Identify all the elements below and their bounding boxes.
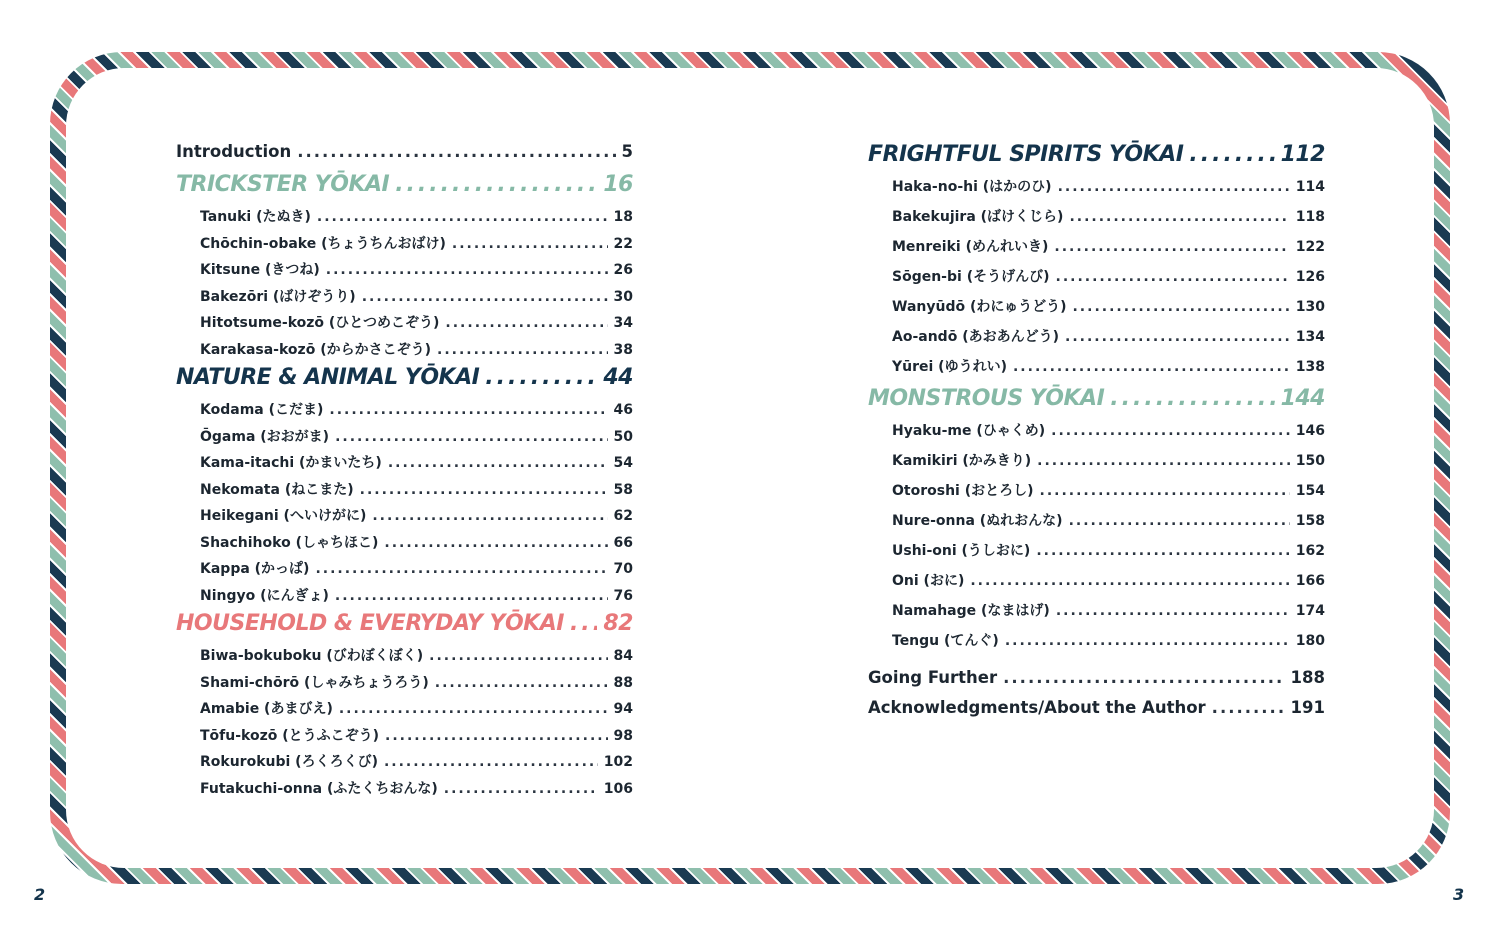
toc-entry-acknowledgments[interactable] (868, 698, 1325, 728)
toc-entry-label: Ningyo (にんぎょ) (200, 587, 329, 604)
toc-entry-label: Nekomata (ねこまた) (200, 481, 354, 498)
toc-entry-label: Tōfu-kozō (とうふこぞう) (200, 727, 380, 744)
toc-entry-page: 26 (613, 262, 633, 278)
toc-entry[interactable] (868, 450, 1325, 480)
toc-entry-label: Oni (おに) (892, 573, 965, 589)
dot-leader (1189, 142, 1274, 167)
toc-entry[interactable] (868, 510, 1325, 540)
toc-entry-page: 38 (613, 341, 633, 358)
toc-entry-page: 114 (1295, 179, 1325, 195)
toc-entry-label: Menreiki (めんれいき) (892, 239, 1049, 255)
toc-entry-page: 138 (1295, 359, 1325, 375)
toc-entry-page: 174 (1295, 603, 1325, 619)
dot-leader (435, 675, 608, 691)
dot-leader (570, 611, 597, 636)
toc-entry-going-further[interactable] (868, 668, 1325, 698)
dot-leader (1051, 423, 1290, 439)
toc-entry[interactable] (176, 452, 633, 479)
toc-entry[interactable] (176, 286, 633, 313)
toc-entry-page: 118 (1295, 209, 1325, 225)
dot-leader (362, 289, 608, 305)
section-page: 144 (1280, 386, 1325, 411)
toc-entry-page: 180 (1295, 633, 1325, 649)
toc-entry-page: 34 (613, 315, 633, 331)
toc-section-nature-animal[interactable] (176, 365, 633, 399)
dot-leader (335, 429, 607, 445)
toc-entry[interactable] (868, 630, 1325, 660)
toc-entry-page: 30 (613, 288, 633, 305)
toc-entry-page: 18 (613, 209, 633, 225)
toc-entry[interactable] (176, 778, 633, 805)
toc-entry-label: Going Further (868, 668, 998, 687)
toc-entry-page: 146 (1295, 423, 1325, 439)
dot-leader (1065, 329, 1290, 345)
toc-entry-label: Haka-no-hi (はかのひ) (892, 179, 1052, 195)
toc-entry-label: Kitsune (きつね) (200, 262, 320, 278)
toc-entry-page: 150 (1295, 453, 1325, 469)
dot-leader (372, 508, 607, 524)
dot-leader (1037, 453, 1290, 469)
dot-leader (388, 455, 608, 471)
toc-entry[interactable] (868, 540, 1325, 570)
toc-entry[interactable] (176, 751, 633, 778)
dot-leader (1110, 386, 1274, 411)
toc-entry-page: 76 (613, 587, 633, 604)
toc-entry-label: Kamikiri (かみきり) (892, 453, 1032, 469)
toc-entry-label: Shachihoko (しゃちほこ) (200, 534, 379, 551)
toc-entry[interactable] (176, 585, 633, 612)
dot-leader (395, 172, 597, 197)
toc-entry-page: 126 (1295, 269, 1325, 285)
toc-section-household-everyday[interactable] (176, 611, 633, 645)
toc-entry[interactable] (176, 645, 633, 672)
dot-leader (429, 648, 607, 664)
toc-entry-page: 22 (613, 235, 633, 252)
toc-entry[interactable] (176, 312, 633, 339)
toc-entry-label: Ushi-oni (うしおに) (892, 543, 1031, 559)
toc-entry[interactable] (176, 399, 633, 426)
toc-entry[interactable] (868, 236, 1325, 266)
toc-entry-label: Ōgama (おおがま) (200, 428, 330, 445)
section-page: 112 (1280, 142, 1325, 167)
toc-entry-label: Acknowledgments/About the Author (868, 698, 1206, 717)
dot-leader (339, 701, 608, 717)
toc-entry[interactable] (176, 479, 633, 506)
section-title: TRICKSTER YŌKAI (176, 172, 390, 197)
toc-entry-label: Chōchin-obake (ちょうちんおばけ) (200, 235, 446, 252)
dot-leader (970, 573, 1289, 589)
toc-entry[interactable] (868, 356, 1325, 386)
toc-entry-label: Otoroshi (おとろし) (892, 483, 1034, 499)
dot-leader (1212, 698, 1285, 717)
toc-entry-page: 84 (613, 648, 633, 664)
toc-entry-page: 88 (613, 674, 633, 691)
section-title: FRIGHTFUL SPIRITS YŌKAI (868, 142, 1184, 167)
toc-entry-label: Yūrei (ゆうれい) (892, 359, 1007, 375)
dot-leader (360, 482, 608, 498)
toc-entry[interactable] (868, 296, 1325, 326)
toc-entry-label: Introduction (176, 142, 292, 161)
toc-entry-label: Tanuki (たぬき) (200, 209, 311, 225)
toc-entry[interactable] (868, 570, 1325, 600)
dot-leader (445, 315, 607, 331)
dot-leader (1069, 209, 1289, 225)
toc-section-trickster[interactable] (176, 172, 633, 206)
toc-entry-page: 66 (613, 534, 633, 551)
toc-entry-page: 70 (613, 561, 633, 577)
dot-leader (317, 209, 608, 225)
toc-entry[interactable] (176, 558, 633, 585)
toc-entry-page: 158 (1295, 513, 1325, 529)
toc-entry-label: Kodama (こだま) (200, 402, 324, 418)
section-title: NATURE & ANIMAL YŌKAI (176, 365, 480, 390)
toc-entry-page: 50 (613, 428, 633, 445)
section-page: 44 (603, 365, 633, 390)
toc-entry[interactable] (868, 206, 1325, 236)
toc-entry-page: 94 (613, 701, 633, 717)
toc-entry[interactable] (176, 259, 633, 286)
toc-entry[interactable] (868, 420, 1325, 450)
dot-leader (326, 262, 608, 278)
dot-leader (1013, 359, 1290, 375)
dot-leader (1069, 513, 1290, 529)
dot-leader (444, 781, 598, 797)
toc-entry[interactable] (868, 266, 1325, 296)
dot-leader (329, 402, 607, 418)
toc-entry-page: 46 (613, 402, 633, 418)
toc-entry[interactable] (868, 600, 1325, 630)
toc-entry-label: Bakezōri (ばけぞうり) (200, 288, 356, 305)
toc-entry-page: 130 (1295, 299, 1325, 315)
section-title: HOUSEHOLD & EVERYDAY YŌKAI (176, 611, 564, 636)
toc-entry-label: Tengu (てんぐ) (892, 633, 999, 649)
toc-entry-label: Sōgen-bi (そうげんび) (892, 269, 1050, 285)
toc-entry[interactable] (176, 725, 633, 752)
toc-entry-page: 122 (1295, 239, 1325, 255)
page-number-right: 3 (1453, 885, 1465, 904)
dot-leader (1056, 603, 1290, 619)
dot-leader (385, 728, 607, 744)
toc-entry[interactable] (176, 698, 633, 725)
toc-entry-label: Amabie (あまびえ) (200, 701, 333, 717)
dot-leader (384, 754, 598, 770)
toc-entry-label: Biwa-bokuboku (びわぼくぼく) (200, 648, 424, 664)
section-page: 16 (603, 172, 633, 197)
toc-entry-page: 62 (613, 508, 633, 524)
toc-entry-label: Kama-itachi (かまいたち) (200, 455, 382, 471)
toc-entry-label: Futakuchi-onna (ふたくちおんな) (200, 780, 438, 797)
section-page: 82 (603, 611, 633, 636)
toc-entry-label: Hitotsume-kozō (ひとつめこぞう) (200, 315, 440, 331)
dot-leader (1058, 179, 1290, 195)
toc-right-column (868, 142, 1325, 728)
dot-leader (1056, 269, 1290, 285)
page-number-left: 2 (34, 885, 46, 904)
toc-left-column (176, 142, 633, 804)
toc-entry-page: 58 (613, 481, 633, 498)
toc-entry[interactable] (176, 672, 633, 699)
toc-entry-label: Rokurokubi (ろくろくび) (200, 754, 378, 770)
toc-entry[interactable] (176, 339, 633, 366)
toc-entry-introduction[interactable] (176, 142, 633, 172)
toc-entry-page: 188 (1290, 668, 1325, 687)
dot-leader (1003, 668, 1284, 687)
dot-leader (485, 365, 597, 390)
toc-entry-label: Ao-andō (あおあんどう) (892, 329, 1059, 345)
toc-entry[interactable] (868, 326, 1325, 356)
dot-leader (1036, 543, 1289, 559)
toc-entry[interactable] (176, 426, 633, 453)
dot-leader (1054, 239, 1289, 255)
toc-entry-page: 102 (603, 754, 633, 770)
toc-section-frightful-spirits[interactable] (868, 142, 1325, 176)
toc-entry[interactable] (176, 206, 633, 233)
toc-entry-label: Shami-chōrō (しゃみちょうろう) (200, 674, 429, 691)
toc-entry[interactable] (176, 505, 633, 532)
toc-entry-page: 106 (603, 780, 633, 797)
dot-leader (437, 342, 608, 358)
toc-entry-label: Hyaku-me (ひゃくめ) (892, 423, 1046, 439)
toc-entry-page: 54 (613, 455, 633, 471)
toc-entry[interactable] (176, 532, 633, 559)
toc-entry-page: 5 (621, 142, 633, 161)
toc-entry-label: Namahage (なまはげ) (892, 603, 1050, 619)
toc-entry-label: Karakasa-kozō (からかさこぞう) (200, 341, 431, 358)
dot-leader (1072, 299, 1289, 315)
toc-entry-page: 154 (1295, 483, 1325, 499)
toc-section-monstrous[interactable] (868, 386, 1325, 420)
toc-entry-label: Heikegani (へいけがに) (200, 508, 367, 524)
toc-entry-page: 162 (1295, 543, 1325, 559)
toc-entry-label: Kappa (かっぱ) (200, 561, 310, 577)
toc-entry[interactable] (868, 480, 1325, 510)
dot-leader (452, 236, 608, 252)
toc-entry[interactable] (868, 176, 1325, 206)
toc-entry-label: Bakekujira (ばけくじら) (892, 209, 1064, 225)
spacer (868, 660, 1325, 668)
dot-leader (384, 535, 607, 551)
toc-entry-label: Wanyūdō (わにゅうどう) (892, 299, 1067, 315)
toc-entry-page: 191 (1290, 698, 1325, 717)
toc-entry-label: Nure-onna (ぬれおんな) (892, 513, 1063, 529)
dot-leader (1040, 483, 1290, 499)
toc-entry-page: 98 (613, 727, 633, 744)
dot-leader (1005, 633, 1290, 649)
dot-leader (315, 561, 607, 577)
dot-leader (335, 588, 608, 604)
section-title: MONSTROUS YŌKAI (868, 386, 1105, 411)
toc-entry[interactable] (176, 233, 633, 260)
dot-leader (297, 142, 615, 161)
toc-entry-page: 166 (1295, 573, 1325, 589)
toc-entry-page: 134 (1295, 329, 1325, 345)
